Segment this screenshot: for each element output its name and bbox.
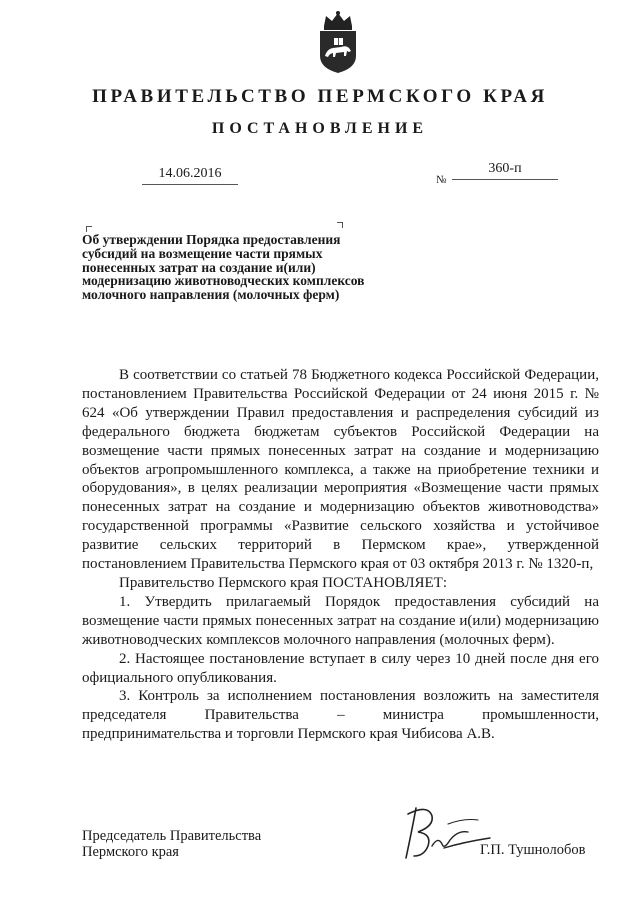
document-type: ПОСТАНОВЛЕНИЕ (211, 120, 429, 137)
document-date: 14.06.2016 (142, 166, 238, 185)
signer-position-line-1: Председатель Правительства (82, 828, 262, 844)
clause-1: 1. Утвердить прилагаемый Порядок предоставления субсидий на возмещение части прямых понесенных затрат на создание и(или) модернизацию животноводческих комплексов молочного направления (молочных ферм). (82, 593, 599, 648)
preamble-paragraph: В соответствии со статьей 78 Бюджетного кодекса Российской Федерации, постановлением Правительства Российской Федерации от 24 июня 2015 г. № 624 «Об утверждении Правил предоставления и распределения субсидий из федерального бюджета бюджетам субъектов Российской Федерации на возмещение части прямых понесенных затрат на создание и модернизацию объектов агропромышленного комплекса, а также на приобретение техники и оборудования», в целях реализации мероприятия «Возмещение части прямых понесенных затрат на создание и модернизацию объектов животноводства» государственной программы «Развитие сельского хозяйства и устойчивое развитие сельских территорий в Пермском крае», утвержденной постановлением Правительства Пермского края от 03 октября 2013 г. № 1320-п, (82, 367, 599, 573)
document-number: 360-п (452, 161, 558, 180)
clause-3: 3. Контроль за исполнением постановления возложить на заместителя председателя Правительства – министра промышленности, предпринимательства и торговли Пермского края Чибисова А.В. (82, 688, 599, 743)
document-subject: Об утверждении Порядка предоставления субсидий на возмещение части прямых понесенных затрат на создание и(или) модернизацию животноводческих комплексов молочного направления (молочных ферм) (82, 232, 365, 303)
signer-position (82, 828, 261, 860)
signer-position-line-2: Пермского края (82, 844, 179, 860)
government-title: ПРАВИТЕЛЬСТВО ПЕРМСКОГО КРАЯ (92, 86, 548, 107)
number-label: № (436, 174, 447, 186)
resolves-line: Правительство Пермского края ПОСТАНОВЛЯЕТ: (119, 574, 448, 591)
subject-corner-mark-right (337, 222, 343, 228)
perm-krai-coat-of-arms-icon (316, 10, 360, 74)
document-body (82, 366, 599, 744)
signer-name: Г.П. Тушнолобов (480, 842, 586, 858)
clause-2: 2. Настоящее постановление вступает в силу через 10 дней после дня его официального опубликования. (82, 650, 599, 686)
